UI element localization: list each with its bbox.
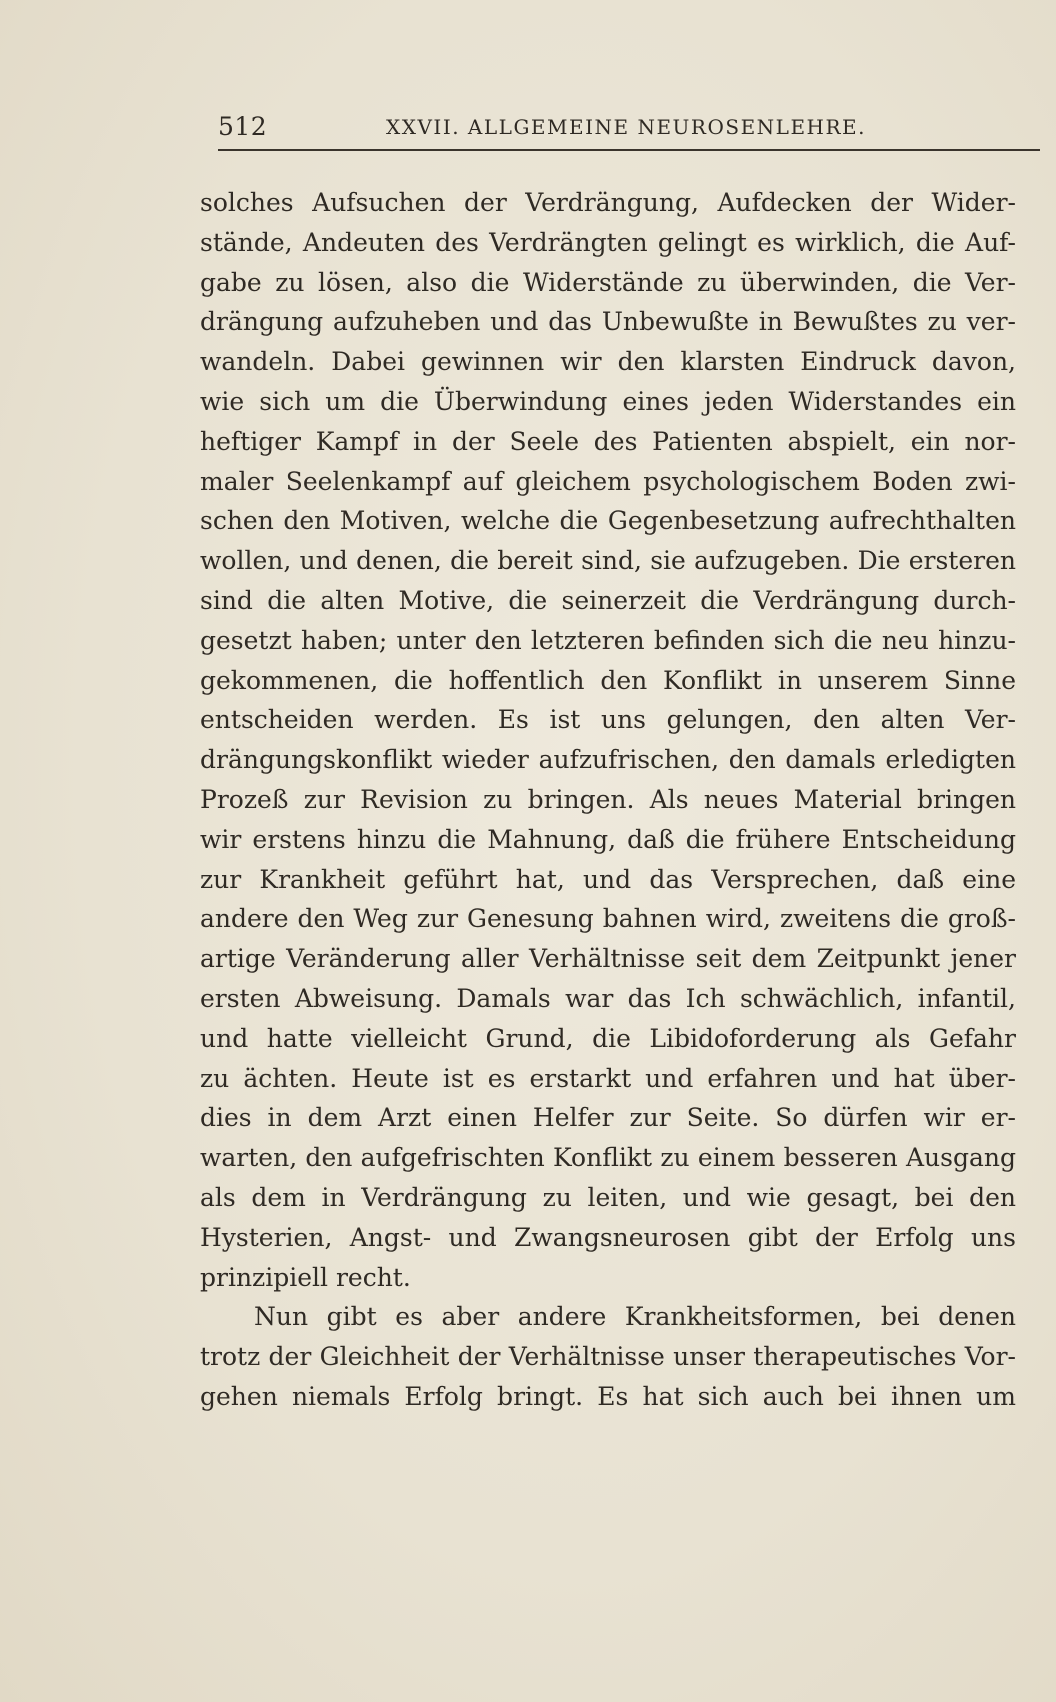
text-line: entscheiden werden. Es ist uns gelungen, den alten Ver- (200, 705, 1016, 735)
body-text (200, 183, 1016, 1417)
text-line: wie sich um die Überwindung eines jeden Widerstandes ein (200, 386, 1016, 416)
text-line: drängung aufzuheben und das Unbewußte in Bewußtes zu ver- (200, 307, 1016, 337)
text-line: ersten Abweisung. Damals war das Ich schwächlich, infantil, (200, 983, 1016, 1013)
text-line: wir erstens hinzu die Mahnung, daß die frühere Entscheidung (200, 824, 1016, 854)
text-line: Prozeß zur Revision zu bringen. Als neues Material bringen (200, 784, 1016, 814)
text-line: drängungskonflikt wieder aufzufrischen, den damals erledigten (200, 745, 1016, 775)
text-line: und hatte vielleicht Grund, die Libidoforderung als Gefahr (200, 1023, 1016, 1053)
text-line: Nun gibt es aber andere Krankheitsformen, bei denen (254, 1302, 1016, 1332)
text-line: warten, den aufgefrischten Konflikt zu einem besseren Ausgang (200, 1143, 1016, 1173)
text-line: dies in dem Arzt einen Helfer zur Seite. So dürfen wir er- (200, 1103, 1016, 1133)
header-rule (218, 149, 1040, 151)
text-line: zur Krankheit geführt hat, und das Versprechen, daß eine (200, 864, 1016, 894)
text-line: andere den Weg zur Genesung bahnen wird, zweitens die groß- (200, 904, 1016, 934)
text-line: artige Veränderung aller Verhältnisse seit dem Zeitpunkt jener (200, 944, 1016, 974)
running-head: XXVII. ALLGEMEINE NEUROSENLEHRE. (386, 115, 867, 139)
text-line: zu ächten. Heute ist es erstarkt und erfahren und hat über- (200, 1063, 1016, 1093)
text-line: stände, Andeuten des Verdrängten gelingt es wirklich, die Auf- (200, 227, 1016, 257)
text-line: prinzipiell recht. (200, 1262, 411, 1292)
text-line: solches Aufsuchen der Verdrängung, Aufdecken der Wider- (200, 188, 1016, 217)
text-line: gesetzt haben; unter den letzteren befinden sich die neu hinzu- (200, 625, 1016, 655)
text-line: maler Seelenkampf auf gleichem psychologischem Boden zwi- (200, 466, 1016, 496)
text-line: gabe zu lösen, also die Widerstände zu überwinden, die Ver- (200, 267, 1016, 297)
text-line: schen den Motiven, welche die Gegenbesetzung aufrechthalten (200, 506, 1016, 536)
text-line: gehen niemals Erfolg bringt. Es hat sich auch bei ihnen um (200, 1381, 1016, 1411)
text-line: sind die alten Motive, die seinerzeit die Verdrängung durch- (200, 585, 1016, 615)
text-line: heftiger Kampf in der Seele des Patienten abspielt, ein nor- (200, 426, 1016, 456)
text-line: Hysterien, Angst- und Zwangsneurosen gibt der Erfolg uns (200, 1222, 1016, 1252)
text-line: als dem in Verdrängung zu leiten, und wie gesagt, bei den (200, 1182, 1016, 1212)
page-number: 512 (218, 112, 268, 141)
text-line: gekommenen, die hoffentlich den Konflikt in unserem Sinne (200, 665, 1016, 695)
page-header (218, 112, 1038, 146)
text-line: wollen, und denen, die bereit sind, sie aufzugeben. Die ersteren (200, 546, 1016, 576)
text-line: trotz der Gleichheit der Verhältnisse unser therapeutisches Vor- (200, 1342, 1016, 1372)
text-line: wandeln. Dabei gewinnen wir den klarsten Eindruck davon, (200, 347, 1016, 377)
